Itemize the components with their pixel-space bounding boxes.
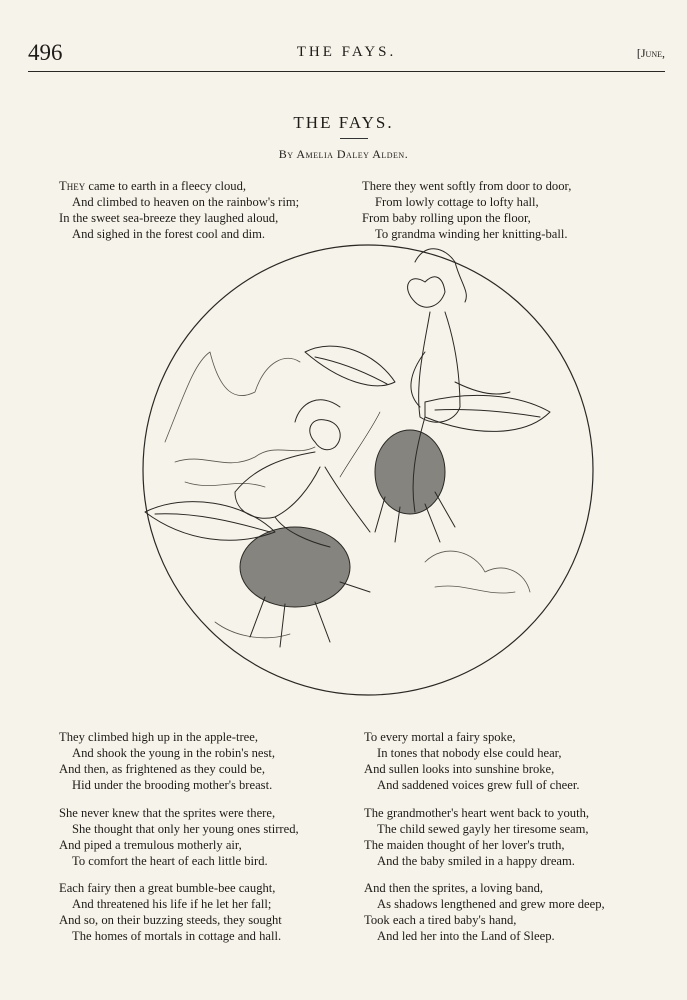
verse-line: To comfort the heart of each little bird. (72, 854, 268, 868)
cloud-wisps (165, 352, 530, 638)
running-title: THE FAYS. (296, 44, 397, 60)
verse-line: She thought that only her young ones stirred, (72, 822, 299, 836)
verse-line: To grandma winding her knitting-ball. (375, 227, 568, 241)
verse-line: The child sewed gayly her tiresome seam, (377, 822, 589, 836)
verse-text: came to earth in a fleecy cloud, (85, 179, 247, 193)
left-bee (145, 502, 370, 647)
byline: By Amelia Daley Alden. (278, 147, 409, 161)
stanza-6 (364, 729, 674, 793)
issue-month: [June, (636, 46, 665, 60)
stanza-2 (362, 178, 672, 242)
header-rule (28, 71, 665, 72)
title-rule (340, 138, 368, 139)
verse-line: She never knew that the sprites were there, (59, 806, 276, 820)
poem-title: THE FAYS. (293, 113, 394, 132)
left-fairy (235, 400, 370, 547)
verse-line: And saddened voices grew full of cheer. (377, 778, 580, 792)
verse-line: Each fairy then a great bumble-bee caught, (59, 881, 276, 895)
verse-line (59, 178, 369, 194)
verse-line: In tones that nobody else could hear, (377, 746, 562, 760)
verse-line: And the baby smiled in a happy dream. (377, 854, 575, 868)
vignette-circle (143, 245, 593, 695)
verse-line: And climbed to heaven on the rainbow's rim; (72, 195, 300, 209)
verse-line: And piped a tremulous motherly air, (59, 838, 242, 852)
verse-line: From lowly cottage to lofty hall, (375, 195, 539, 209)
page-number: 496 (28, 40, 63, 65)
verse-line: The grandmother's heart went back to youth, (364, 806, 590, 820)
stanza-4 (59, 805, 369, 869)
verse-line: There they went softly from door to door, (362, 179, 572, 193)
verse-line: And then, as frightened as they could be, (59, 762, 265, 776)
right-bee (305, 346, 550, 542)
verse-line: As shadows lengthened and grew more deep, (377, 897, 605, 911)
verse-line: The homes of mortals in cottage and hall. (72, 929, 282, 943)
fairy-illustration (125, 242, 611, 698)
verse-line: And led her into the Land of Sleep. (377, 929, 555, 943)
stanza-3 (59, 729, 369, 793)
stanza-1 (59, 178, 369, 242)
verse-line: From baby rolling upon the floor, (362, 211, 531, 225)
verse-line: In the sweet sea-breeze they laughed aloud, (59, 211, 279, 225)
verse-line: Took each a tired baby's hand, (364, 913, 517, 927)
stanza-8 (364, 880, 674, 944)
stanza-5 (59, 880, 369, 944)
verse-line: And shook the young in the robin's nest, (72, 746, 276, 760)
verse-line: And then the sprites, a loving band, (364, 881, 544, 895)
stanza-7 (364, 805, 674, 869)
verse-line: And sullen looks into sunshine broke, (364, 762, 555, 776)
verse-line: To every mortal a fairy spoke, (364, 730, 516, 744)
reins (340, 412, 380, 477)
verse-line: They climbed high up in the apple-tree, (59, 730, 258, 744)
verse-line: And threatened his life if he let her fall; (72, 897, 272, 911)
verse-line: And sighed in the forest cool and dim. (72, 227, 266, 241)
verse-line: The maiden thought of her lover's truth, (364, 838, 565, 852)
running-head (28, 40, 665, 70)
verse-line: Hid under the brooding mother's breast. (72, 778, 273, 792)
verse-line: And so, on their buzzing steeds, they sought (59, 913, 282, 927)
small-caps-lead: They (59, 179, 86, 193)
